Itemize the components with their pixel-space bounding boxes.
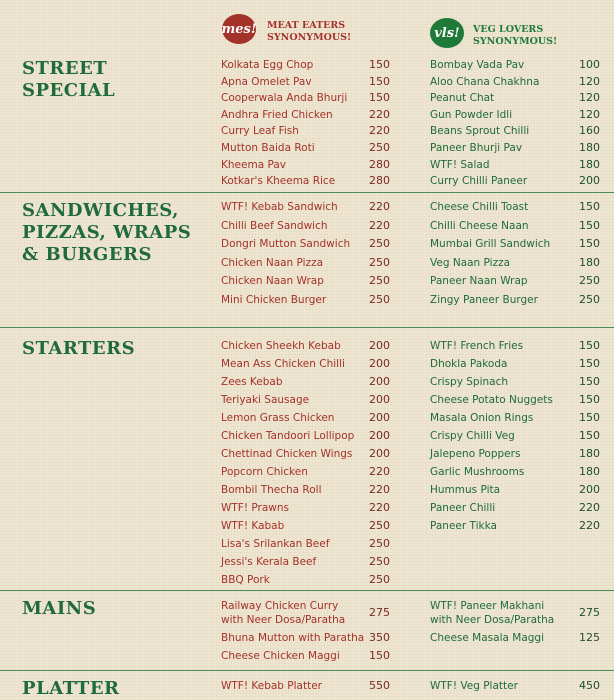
section-title-platter: PLATTER	[22, 678, 120, 699]
menu-item-name: WTF! French Fries	[430, 340, 524, 352]
menu-item-name: WTF! Paneer Makhani with Neer Dosa/Paratha	[430, 600, 555, 626]
menu-item-name: Paneer Naan Wrap	[430, 275, 528, 287]
menu-item-name: Cheese Potato Nuggets	[430, 394, 553, 406]
menu-item-name: Kolkata Egg Chop	[221, 59, 314, 71]
menu-item-price: 220	[369, 218, 390, 232]
menu-item-name: Mumbai Grill Sandwich	[430, 238, 551, 250]
menu-item-price: 150	[369, 74, 390, 88]
menu-item-name: Chicken Naan Pizza	[221, 256, 324, 269]
menu-item-price: 250	[369, 555, 390, 568]
section-title-starters: STARTERS	[22, 338, 136, 359]
menu-item-price: 250	[369, 292, 390, 306]
menu-item-price: 200	[369, 411, 390, 424]
menu-item-price: 150	[369, 91, 390, 105]
menu-item-price: 220	[369, 483, 390, 496]
menu-item-price: 275	[369, 606, 390, 619]
section-divider	[0, 670, 614, 671]
menu-item-price: 180	[579, 141, 600, 154]
menu-item-name: Dhokla Pakoda	[430, 358, 508, 370]
menu-item-price: 275	[579, 606, 600, 619]
menu-item-price: 150	[579, 411, 600, 424]
menu-item-price: 180	[579, 255, 600, 269]
menu-item-price: 150	[579, 218, 600, 232]
menu-item-price: 150	[369, 649, 390, 662]
menu-item-name: Andhra Fried Chicken	[221, 108, 333, 121]
menu-item-price: 550	[369, 679, 390, 692]
menu-item-price: 160	[579, 124, 600, 138]
menu-item-price: 180	[579, 465, 600, 478]
menu-item-price: 250	[579, 292, 600, 306]
veg-lovers-badge: vls!	[430, 18, 464, 48]
menu-item-name: Bhuna Mutton with Paratha	[221, 632, 365, 644]
veg-lovers-tagline: VEG LOVERS SYNONYMOUS!	[473, 24, 558, 47]
menu-item-name: Lemon Grass Chicken	[221, 412, 335, 424]
section-title-mains: MAINS	[22, 598, 97, 619]
menu-item-name: Peanut Chat	[430, 92, 495, 105]
menu-item-name: Mini Chicken Burger	[221, 293, 327, 306]
menu-item-name: Apna Omelet Pav	[221, 75, 312, 88]
menu-item-price: 350	[369, 631, 390, 644]
menu-item-price: 200	[369, 429, 390, 442]
menu-item-price: 150	[579, 393, 600, 406]
menu-item-name: Crispy Chilli Veg	[430, 430, 515, 442]
menu-item-name: Jalepeno Poppers	[430, 448, 521, 460]
menu-item-name: Lisa's Srilankan Beef	[221, 538, 330, 550]
section-divider	[0, 327, 614, 328]
menu-item-price: 220	[369, 501, 390, 514]
menu-item-price: 150	[579, 339, 600, 352]
menu-item-name: WTF! Kebab Platter	[221, 680, 323, 692]
menu-item-name: Chicken Sheekh Kebab	[221, 340, 341, 352]
menu-item-price: 250	[369, 519, 390, 532]
menu-item-price: 200	[579, 483, 600, 496]
menu-item-name: Railway Chicken Curry with Neer Dosa/Paratha	[221, 600, 346, 626]
menu-item-name: Mean Ass Chicken Chilli	[221, 358, 345, 370]
menu-item-price: 250	[369, 274, 390, 287]
section-title-sandwiches: SANDWICHES, PIZZAS, WRAPS & BURGERS	[22, 200, 192, 265]
menu-item-price: 250	[579, 274, 600, 287]
menu-item-name: Chicken Naan Wrap	[221, 275, 324, 287]
menu-item-price: 220	[369, 200, 390, 213]
menu-item-price: 200	[579, 174, 600, 188]
menu-item-name: Chicken Tandoori Lollipop	[221, 430, 355, 442]
menu-item-price: 120	[579, 107, 600, 121]
menu-item-name: Bombil Thecha Roll	[221, 484, 322, 496]
menu-item-name: Paneer Tikka	[430, 520, 497, 532]
section-divider	[0, 590, 614, 591]
menu-item-name: Curry Chilli Paneer	[430, 175, 528, 188]
menu-item-price: 450	[579, 679, 600, 692]
menu-item-name: Chilli Cheese Naan	[430, 219, 529, 232]
menu-item-price: 250	[369, 537, 390, 550]
menu-item-price: 200	[369, 375, 390, 388]
menu-item-name: Teriyaki Sausage	[221, 394, 310, 406]
menu-item-price: 220	[369, 124, 390, 138]
meat-eaters-badge: mes!	[222, 14, 256, 44]
menu-item-name: Paneer Bhurji Pav	[430, 142, 523, 154]
menu-item-price: 250	[369, 141, 390, 154]
menu-item-price: 200	[369, 339, 390, 352]
menu-item-name: Cheese Chilli Toast	[430, 201, 529, 213]
menu-item-price: 100	[579, 58, 600, 71]
menu-item-price: 220	[579, 519, 600, 532]
menu-item-name: WTF! Kebab Sandwich	[221, 201, 338, 213]
menu-item-price: 280	[369, 157, 390, 171]
menu-item-price: 200	[369, 393, 390, 406]
section-title-street-special: STREET SPECIAL	[22, 58, 116, 101]
section-divider	[0, 192, 614, 193]
menu-item-name: Popcorn Chicken	[221, 466, 308, 478]
menu-item-price: 250	[369, 573, 390, 586]
menu-item-price: 280	[369, 174, 390, 188]
menu-item-price: 180	[579, 157, 600, 171]
menu-item-name: Cooperwala Anda Bhurji	[221, 92, 348, 105]
menu-item-name: Gun Powder Idli	[430, 108, 513, 121]
menu-item-name: Cheese Chicken Maggi	[221, 650, 340, 662]
menu-item-name: Zingy Paneer Burger	[430, 293, 538, 306]
menu-item-name: BBQ Pork	[221, 574, 270, 586]
menu-item-price: 250	[369, 237, 390, 250]
menu-item-name: Kotkar's Kheema Rice	[221, 175, 336, 188]
menu-item-name: Garlic Mushrooms	[430, 466, 525, 478]
menu-item-name: Paneer Chilli	[430, 502, 496, 514]
menu-item-price: 220	[579, 501, 600, 514]
menu-item-price: 120	[579, 74, 600, 88]
menu-item-name: Jessi's Kerala Beef	[221, 556, 317, 568]
menu-item-name: Cheese Masala Maggi	[430, 632, 545, 644]
menu-item-price: 150	[579, 237, 600, 250]
menu-item-name: Chilli Beef Sandwich	[221, 219, 328, 232]
menu-item-name: Beans Sprout Chilli	[430, 125, 530, 138]
menu-item-price: 200	[369, 447, 390, 460]
menu-item-name: Hummus Pita	[430, 484, 501, 496]
menu-item-price: 150	[579, 357, 600, 370]
menu-item-name: Veg Naan Pizza	[430, 256, 511, 269]
menu-item-name: WTF! Salad	[430, 158, 490, 171]
menu-item-name: Zees Kebab	[221, 376, 283, 388]
menu-item-name: Kheema Pav	[221, 158, 286, 171]
menu-item-price: 180	[579, 447, 600, 460]
menu-item-price: 200	[369, 357, 390, 370]
menu-item-name: Chettinad Chicken Wings	[221, 448, 353, 460]
menu-item-name: Aloo Chana Chakhna	[430, 75, 540, 88]
menu-item-name: Curry Leaf Fish	[221, 125, 299, 138]
menu-item-price: 150	[579, 375, 600, 388]
menu-item-price: 250	[369, 255, 390, 269]
menu-item-name: Crispy Spinach	[430, 376, 509, 388]
menu-item-price: 125	[579, 631, 600, 644]
menu-item-name: WTF! Prawns	[221, 502, 289, 514]
menu-item-name: WTF! Veg Platter	[430, 680, 518, 692]
menu-item-price: 150	[579, 429, 600, 442]
menu-item-price: 220	[369, 107, 390, 121]
menu-item-price: 150	[579, 200, 600, 213]
menu-item-name: Masala Onion Rings	[430, 412, 534, 424]
menu-item-name: Dongri Mutton Sandwich	[221, 238, 351, 250]
menu-item-name: WTF! Kabab	[221, 520, 285, 532]
menu-item-price: 150	[369, 58, 390, 71]
menu-item-price: 220	[369, 465, 390, 478]
meat-eaters-tagline: MEAT EATERS SYNONYMOUS!	[267, 20, 352, 43]
menu-item-name: Mutton Baida Roti	[221, 142, 315, 154]
menu-item-price: 120	[579, 91, 600, 105]
menu-item-name: Bombay Vada Pav	[430, 59, 525, 71]
